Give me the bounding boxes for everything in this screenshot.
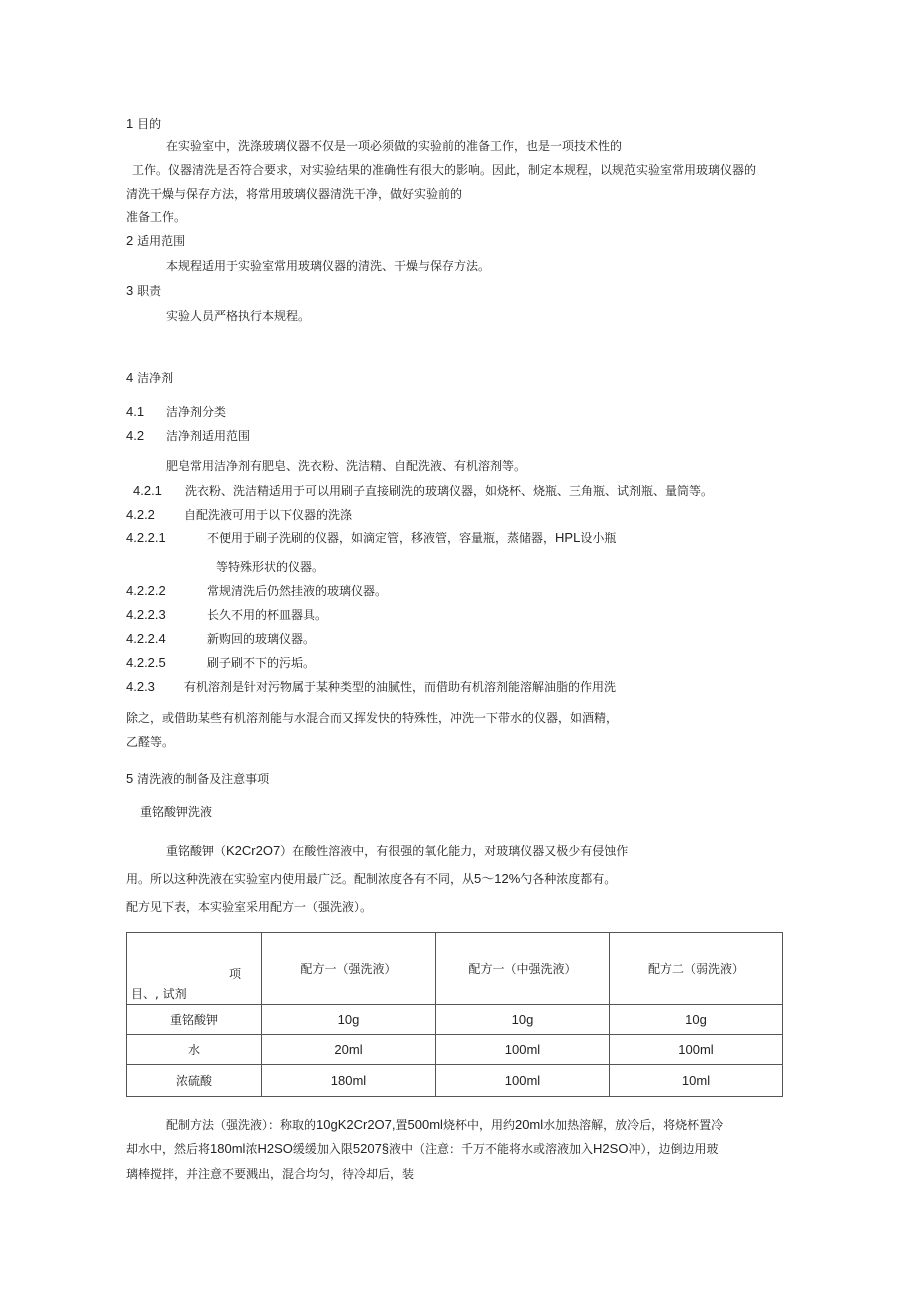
- subsection-4-2-2-1: [126, 530, 616, 546]
- subsection-text-tail: 设小瓶: [580, 531, 617, 545]
- text-run: 重铭酸钾（: [166, 844, 227, 858]
- subsection-4-1: [126, 404, 226, 420]
- section-title: 清洗液的制备及注意事项: [137, 772, 270, 786]
- concentration-range: 5～12%: [474, 871, 521, 886]
- table-cell: 10ml: [610, 1065, 783, 1097]
- section-number: 4.2.2: [126, 507, 155, 522]
- section-number: 4: [126, 370, 134, 385]
- table-row: [127, 1065, 783, 1097]
- text-run: 水加热溶解，放冷后，将烧杯置冷: [543, 1118, 724, 1132]
- paragraph-line: 清洗干燥与保存方法，将常用玻璃仪器清洗干净，做好实验前的: [126, 187, 463, 201]
- subsection-text: 不便用于刷子洗刷的仪器，如滴定管，移液管，容量瓶，蒸储器，: [207, 531, 556, 545]
- text-run: 液中（注意：千万不能将水或溶液加入: [389, 1142, 594, 1156]
- section-title: 洁净剂: [137, 371, 174, 385]
- table-header-row: [127, 933, 783, 1005]
- method-line: [126, 1141, 718, 1157]
- method-line: 璃棒搅拌，并注意不要溅出，混合均匀，待冷却后，装: [126, 1167, 415, 1181]
- table-header-cell: 配方一（强洗液）: [262, 933, 436, 1005]
- section-number: 4.2.2.4: [126, 631, 166, 646]
- subsection-4-2: [126, 428, 250, 444]
- text-run: 烧杯中，用约: [442, 1118, 515, 1132]
- subsection-4-2-3: [126, 679, 616, 695]
- subsection-4-2-2: [126, 507, 352, 523]
- table-header-corner: [127, 933, 262, 1005]
- section-5-heading: [126, 771, 269, 787]
- row-label: 水: [127, 1035, 262, 1065]
- section-number: 4.2.3: [126, 679, 155, 694]
- subsection-text: 刷子刷不下的污垢。: [207, 656, 316, 670]
- section-number: 3: [126, 283, 134, 298]
- table-cell: 10g: [610, 1005, 783, 1035]
- paragraph-line: 等特殊形状的仪器。: [216, 560, 325, 574]
- paragraph-line: 除之，或借助某些有机溶剂能与水混合而又挥发快的特殊性，冲洗一下带水的仪器，如酒精，: [126, 711, 619, 725]
- section-title: 适用范围: [137, 234, 186, 248]
- text-run: 配制方法（强洗液）：称取的: [166, 1118, 317, 1132]
- text-run: 置: [395, 1118, 408, 1132]
- paragraph-line: 本规程适用于实验室常用玻璃仪器的清洗、干燥与保存方法。: [166, 259, 491, 273]
- section-number: 4.2.2.3: [126, 607, 166, 622]
- volume-value: 20ml: [514, 1117, 544, 1132]
- subsection-text: 有机溶剂是针对污物属于某种类型的油腻性，而借助有机溶剂能溶解油脂的作用洗: [184, 680, 617, 694]
- section-1-heading: [126, 116, 161, 132]
- section-number: 4.2: [126, 428, 145, 443]
- paragraph-line: 肥皂常用洁净剂有肥皂、洗衣粉、洗洁精、自配洗液、有机溶剂等。: [166, 459, 527, 473]
- table-cell: 10g: [262, 1005, 436, 1035]
- recipe-table: [126, 932, 783, 1097]
- text-run: 冲），边倒边用玻: [628, 1142, 719, 1156]
- subsection-text: 新购回的玻璃仪器。: [207, 632, 316, 646]
- table-cell: 180ml: [262, 1065, 436, 1097]
- text-run: 勺各种浓度都有。: [520, 872, 617, 886]
- paragraph-line: 在实验室中，洗涤玻璃仪器不仅是一项必须做的实验前的准备工作，也是一项技术性的: [166, 139, 623, 153]
- volume-value: 500ml: [407, 1117, 443, 1132]
- subsection-4-2-1: [133, 483, 713, 499]
- section-3-heading: [126, 283, 161, 299]
- method-line: [166, 1117, 723, 1133]
- section-4-heading: [126, 370, 173, 386]
- value-run: 5207§: [352, 1141, 390, 1156]
- row-label: 浓硫酸: [127, 1065, 262, 1097]
- chemical-formula: H2SO: [257, 1141, 293, 1156]
- paragraph-line: [166, 843, 628, 859]
- section-number: 4.2.1: [133, 483, 162, 498]
- hplc-term: HPL: [555, 530, 581, 545]
- paragraph-line: 乙醛等。: [126, 735, 175, 749]
- paragraph-line: 实验人员严格执行本规程。: [166, 309, 311, 323]
- text-run: 用。所以这种洗液在实验室内使用最广泛。配制浓度各有不同，从: [126, 872, 475, 886]
- paragraph-line: 配方见下表，本实验室采用配方一（强洗液）。: [126, 900, 373, 914]
- subsection-text: 自配洗液可用于以下仪器的洗涤: [184, 508, 353, 522]
- section-number: 1: [126, 116, 134, 131]
- subsection-4-2-2-3: [126, 607, 327, 623]
- table-header-cell: 配方二（弱洗液）: [610, 933, 783, 1005]
- subsection-text: 常规清洗后仍然挂液的玻璃仪器。: [207, 584, 388, 598]
- chemical-formula: K2Cr2O7: [226, 843, 281, 858]
- text-run: 浓: [245, 1142, 258, 1156]
- table-header-cell: 配方一（中强洗液）: [436, 933, 610, 1005]
- table-row: [127, 1035, 783, 1065]
- volume-value: 180ml: [210, 1141, 246, 1156]
- section-number: 4.2.2.1: [126, 530, 166, 545]
- section-number: 5: [126, 771, 134, 786]
- chemical-amount: 10gK2Cr2O7,: [316, 1117, 396, 1132]
- section-number: 2: [126, 233, 134, 248]
- paragraph-line: 准备工作。: [126, 210, 187, 224]
- text-run: ）在酸性溶液中，有很强的氧化能力，对玻璃仪器又极少有侵蚀作: [280, 844, 629, 858]
- subsection-4-2-2-2: [126, 583, 387, 599]
- subsection-4-2-2-5: [126, 655, 315, 671]
- row-label: 重铭酸钾: [127, 1005, 262, 1035]
- subsection-title: 洁净剂分类: [166, 405, 227, 419]
- subsection-title: 洁净剂适用范围: [166, 429, 251, 443]
- table-cell: 100ml: [610, 1035, 783, 1065]
- table-cell: 100ml: [436, 1065, 610, 1097]
- corner-label-top: 项: [228, 967, 241, 981]
- section-number: 4.1: [126, 404, 145, 419]
- subsection-title: 重铭酸钾洗液: [140, 805, 213, 819]
- table-cell: 20ml: [262, 1035, 436, 1065]
- subsection-text: 洗衣粉、洗洁精适用于可以用刷子直接刷洗的玻璃仪器，如烧杯、烧瓶、三角瓶、试剂瓶、量筒等。: [185, 484, 714, 498]
- table-cell: 10g: [436, 1005, 610, 1035]
- section-number: 4.2.2.5: [126, 655, 166, 670]
- paragraph-line: [126, 871, 616, 887]
- text-run: 却水中，然后将: [126, 1142, 211, 1156]
- subsection-4-2-2-4: [126, 631, 315, 647]
- table-row: [127, 1005, 783, 1035]
- section-2-heading: [126, 233, 185, 249]
- chemical-formula: H2SO: [593, 1141, 629, 1156]
- text-run: 缓缓加入限: [292, 1142, 353, 1156]
- subsection-text: 长久不用的杯皿器具。: [207, 608, 328, 622]
- table-cell: 100ml: [436, 1035, 610, 1065]
- section-title: 职责: [137, 284, 162, 298]
- section-title: 目的: [137, 117, 162, 131]
- corner-label-bottom: 目、, 试剂: [131, 987, 187, 1001]
- section-number: 4.2.2.2: [126, 583, 166, 598]
- paragraph-line: 工作。仪器清洗是否符合要求，对实验结果的准确性有很大的影响。因此，制定本规程，以规范实验室常用玻璃仪器的: [132, 163, 757, 177]
